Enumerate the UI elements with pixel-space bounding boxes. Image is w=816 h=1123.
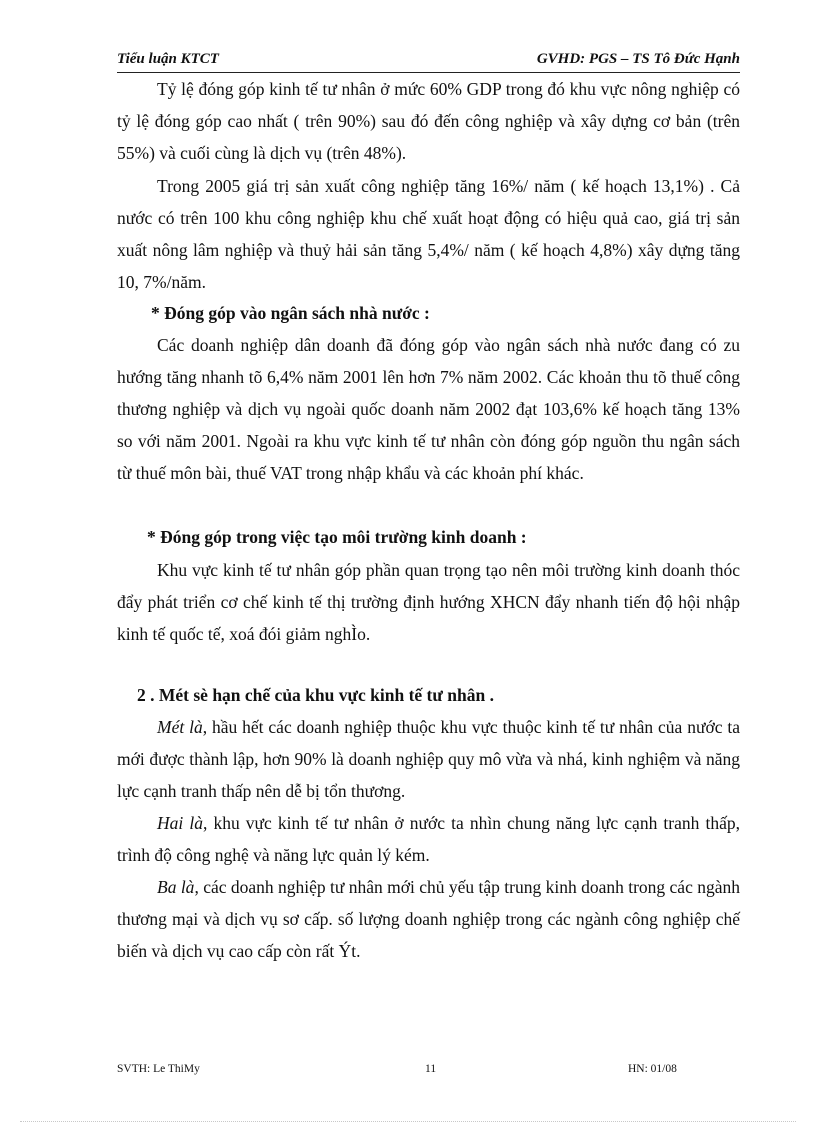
paragraph-limitation-three <box>117 871 740 967</box>
header-right-advisor: GVHD: PGS – TS Tô Đức Hạnh <box>536 51 740 67</box>
limitation-one-text: , hầu hết các doanh nghiệp thuộc khu vực thuộc kinh tế tư nhân của nước ta mới được thành lập, hơn 90% là doanh nghiệp quy mô vừa và nhá, kinh nghiệm và năng lực cạnh tranh thấp nên dễ bị tổn thương. <box>117 717 740 801</box>
footer-student: SVTH: Le ThiMy <box>117 1063 200 1075</box>
paragraph-business-environment: Khu vực kinh tế tư nhân góp phần quan trọng tạo nên môi trường kinh doanh thóc đẩy phát triển cơ chế kinh tế thị trường định hướng XHCN đẩy nhanh tiến độ hội nhập kinh tế quốc tế, xoá đói giảm nghÌo. <box>117 560 740 644</box>
header-left-title: Tiểu luận KTCT <box>117 51 219 67</box>
heading-business-environment: * Đóng góp trong việc tạo môi trường kinh doanh : <box>147 527 527 547</box>
paragraph-gdp-contribution: Tỷ lệ đóng góp kinh tế tư nhân ở mức 60% GDP trong đó khu vực nông nghiệp có tỷ lệ đóng góp cao nhất ( trên 90%) sau đó đến công nghiệp và xây dựng cơ bản (trên 55%) và cuối cùng là dịch vụ (trên 48%). <box>117 79 740 163</box>
paragraph-budget-contribution: Các doanh nghiệp dân doanh đã đóng góp vào ngân sách nhà nước đang có zu hướng tăng nhanh tõ 6,4% năm 2001 lên hơn 7% năm 2002. Các khoản thu tõ thuế công thương nghiệp và dịch vụ ngoài quốc doanh năm 2002 đạt 103,6% kế hoạch tăng 13% so với năm 2001. Ngoài ra khu vực kinh tế tư nhân còn đóng góp nguồn thu ngân sách từ thuế môn bài, thuế VAT trong nhập khẩu và các khoản phí khác. <box>117 335 740 483</box>
paragraph-production-2005: Trong 2005 giá trị sản xuất công nghiệp tăng 16%/ năm ( kế hoạch 13,1%) . Cả nước có trên 100 khu công nghiệp khu chế xuất hoạt động có hiệu quả cao, giá trị sản xuất nông lâm nghiệp và thuỷ hải sản tăng 5,4%/ năm ( kế hoạch 4,8%) xây dựng tăng 10, 7%/năm. <box>117 176 740 292</box>
paragraph-limitation-two <box>117 807 740 871</box>
section-heading-limitations: 2 . Mét sè hạn chế của khu vực kinh tế tư nhân . <box>137 685 494 705</box>
limitation-three-text: , các doanh nghiệp tư nhân mới chủ yếu tập trung kinh doanh trong các ngành thương mại và dịch vụ sơ cấp. số lượng doanh nghiệp trong các ngành công nghiệp chế biến và dịch vụ cao cấp còn rất Ýt. <box>117 877 740 961</box>
page-bottom-divider <box>20 1121 796 1122</box>
page-header <box>117 48 740 73</box>
limitation-one-lead: Mét là <box>157 717 203 737</box>
heading-budget-contribution: * Đóng góp vào ngân sách nhà nước : <box>151 303 430 323</box>
limitation-three-lead: Ba là <box>157 877 195 897</box>
limitation-two-text: , khu vực kinh tế tư nhân ở nước ta nhìn chung năng lực cạnh tranh thấp, trình độ công nghệ và năng lực quản lý kém. <box>117 813 740 865</box>
footer-date: HN: 01/08 <box>628 1063 677 1075</box>
paragraph-limitation-one <box>117 711 740 807</box>
footer-page-number: 11 <box>425 1063 437 1075</box>
limitation-two-lead: Hai là <box>157 813 203 833</box>
